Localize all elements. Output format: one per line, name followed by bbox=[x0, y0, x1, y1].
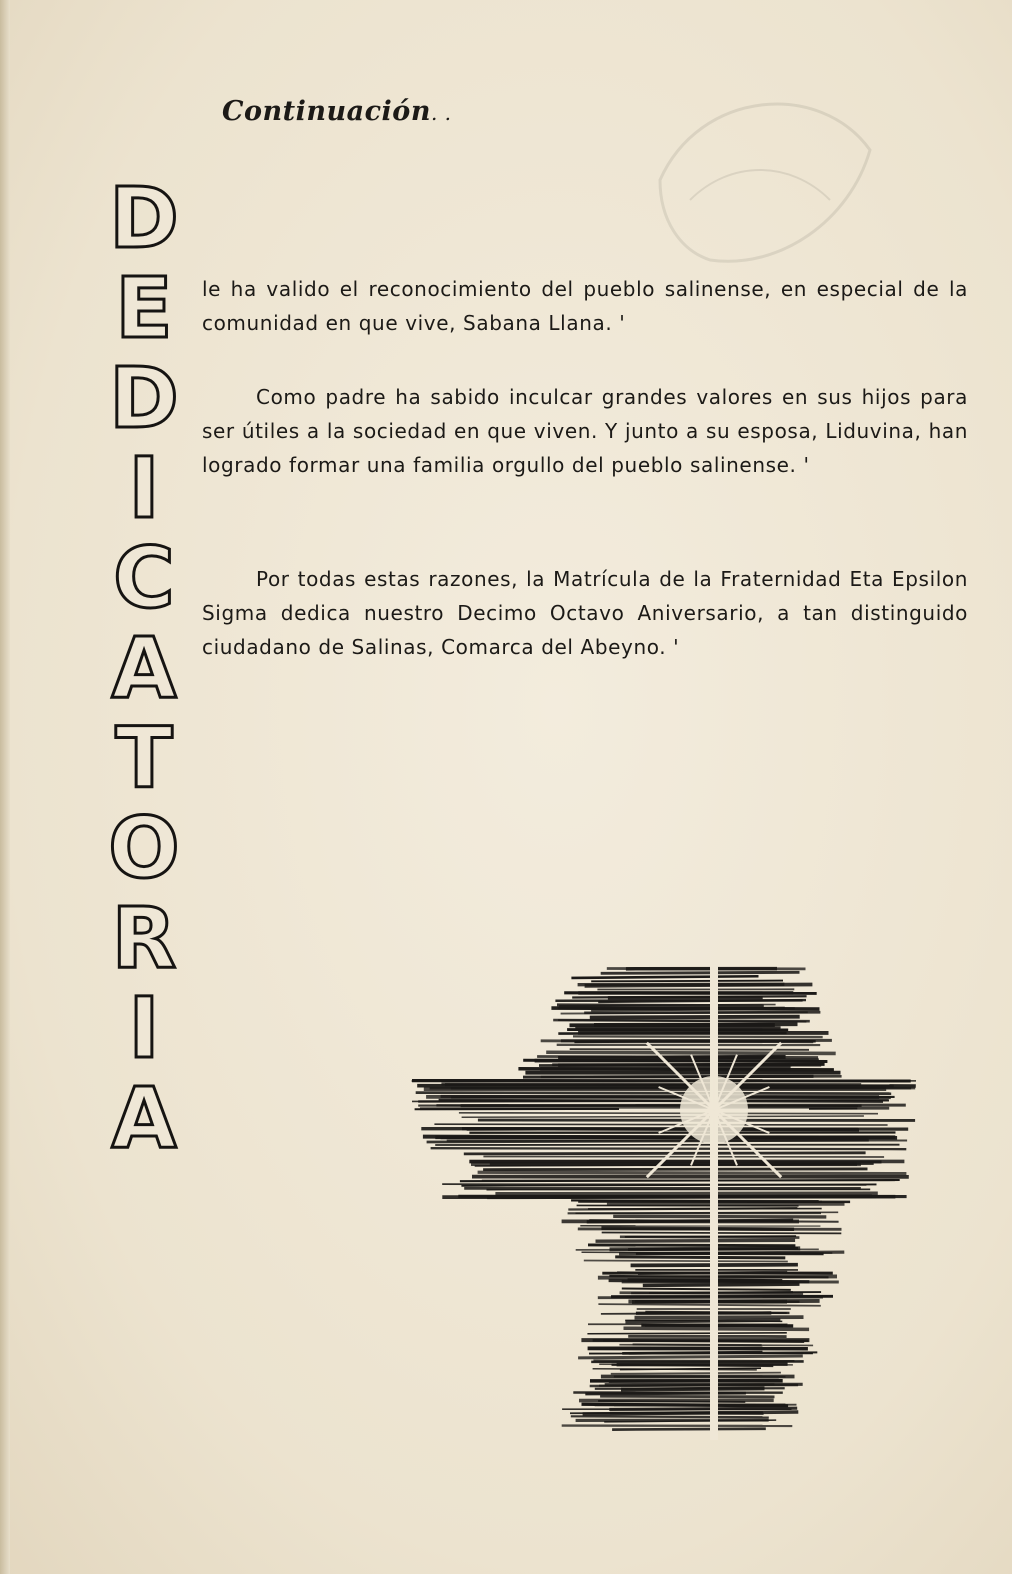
ink-stroke bbox=[558, 1057, 786, 1058]
vertical-letter: O bbox=[108, 799, 180, 897]
ink-stroke bbox=[478, 1172, 907, 1173]
heading-trailing-dots: . . bbox=[430, 101, 452, 125]
ink-stroke bbox=[599, 1364, 793, 1365]
ink-stroke bbox=[609, 1281, 810, 1282]
vertical-letter: I bbox=[128, 439, 160, 537]
ink-stroke bbox=[598, 1304, 820, 1306]
ink-stroke bbox=[598, 1401, 745, 1402]
ink-strokes bbox=[412, 968, 916, 1429]
ink-stroke bbox=[441, 1096, 891, 1097]
vertical-letter: D bbox=[109, 349, 179, 447]
ink-stroke bbox=[613, 1216, 826, 1217]
ink-stroke bbox=[462, 1116, 864, 1117]
ink-stroke bbox=[585, 1393, 746, 1394]
ink-stroke bbox=[459, 1113, 878, 1114]
ink-stroke bbox=[578, 1356, 803, 1358]
ink-stroke bbox=[591, 981, 783, 982]
ink-stroke bbox=[546, 1052, 836, 1053]
vertical-letter: T bbox=[115, 709, 173, 807]
ink-stroke bbox=[573, 1036, 823, 1037]
ink-stroke bbox=[643, 1284, 800, 1285]
vertical-letter: A bbox=[111, 619, 177, 717]
ink-stroke bbox=[540, 1068, 790, 1069]
vertical-letter: D bbox=[109, 169, 179, 267]
ink-stroke bbox=[590, 1017, 800, 1018]
ink-stroke bbox=[600, 1396, 774, 1397]
ink-stroke bbox=[439, 1100, 883, 1102]
paragraph-recognition: le ha valido el reconocimiento del pueblo salinense, en especial de la comunidad en que vive, Sabana Llana. ' bbox=[202, 277, 968, 335]
page-spine-edge bbox=[0, 0, 10, 1574]
ink-stroke bbox=[612, 1429, 766, 1430]
ink-stroke bbox=[523, 1076, 814, 1077]
ink-stroke bbox=[495, 1193, 877, 1194]
ink-stroke bbox=[635, 1317, 804, 1318]
ink-stroke bbox=[431, 1148, 907, 1149]
ink-stroke bbox=[571, 1416, 769, 1417]
ink-stroke bbox=[464, 1153, 866, 1154]
ink-stroke bbox=[587, 1333, 786, 1334]
ink-stroke bbox=[467, 1128, 858, 1129]
cross-starburst-illustration-icon bbox=[396, 960, 926, 1440]
vertical-letter: A bbox=[111, 1069, 177, 1167]
ink-stroke bbox=[434, 1124, 887, 1125]
ink-stroke bbox=[553, 1020, 810, 1021]
ink-stroke bbox=[602, 1233, 842, 1234]
vertical-letter: C bbox=[113, 529, 175, 627]
ink-stroke bbox=[596, 1240, 796, 1241]
ink-stroke bbox=[615, 1257, 785, 1258]
ink-stroke bbox=[620, 1237, 800, 1238]
ink-stroke bbox=[487, 1196, 872, 1197]
ink-stroke bbox=[609, 1408, 797, 1409]
ink-stroke bbox=[599, 1384, 774, 1385]
vertical-letter: R bbox=[111, 889, 177, 987]
ink-stroke bbox=[584, 1012, 820, 1013]
ink-stroke bbox=[583, 1412, 799, 1414]
vertical-letter: E bbox=[115, 259, 173, 357]
vertical-letter: I bbox=[128, 979, 160, 1077]
ink-stroke bbox=[601, 1228, 794, 1229]
ink-stroke bbox=[611, 1373, 781, 1374]
ink-stroke bbox=[442, 1184, 866, 1185]
ink-stroke bbox=[585, 984, 813, 985]
ink-stroke bbox=[483, 1169, 867, 1170]
continuation-heading bbox=[222, 96, 452, 127]
ink-stroke bbox=[541, 1041, 814, 1042]
ink-stroke bbox=[595, 1388, 785, 1389]
ink-stroke bbox=[575, 1028, 780, 1029]
ink-stroke bbox=[584, 1260, 788, 1261]
ink-stroke bbox=[610, 1248, 801, 1249]
ink-stroke bbox=[609, 1276, 828, 1277]
ink-stroke bbox=[416, 1093, 892, 1094]
paragraph-dedication: Por todas estas razones, la Matrícula de la Fraternidad Eta Epsilon Sigma dedica nuestro Decimo Octavo Aniversario, a tan distinguido ciudadano de Salinas, Comarca del Abeyno. ' bbox=[202, 567, 968, 659]
ink-stroke bbox=[445, 1085, 894, 1086]
ink-stroke bbox=[582, 1404, 789, 1406]
ink-stroke bbox=[622, 1289, 791, 1290]
ink-stroke bbox=[588, 1245, 795, 1246]
ink-stroke bbox=[633, 1344, 762, 1345]
ink-stroke bbox=[576, 1212, 839, 1213]
ink-stroke bbox=[601, 972, 800, 973]
paragraph-father-values: Como padre ha sabido inculcar grandes valores en sus hijos para ser útiles a la sociedad en que viven. Y junto a su esposa, Liduvina, han logrado formar una familia orgullo del pueblo salinense. ' bbox=[202, 385, 968, 477]
heading-title: Continuación bbox=[222, 96, 431, 127]
ink-stroke bbox=[460, 1180, 900, 1181]
ink-stroke bbox=[571, 976, 758, 978]
ink-stroke bbox=[629, 1352, 818, 1353]
